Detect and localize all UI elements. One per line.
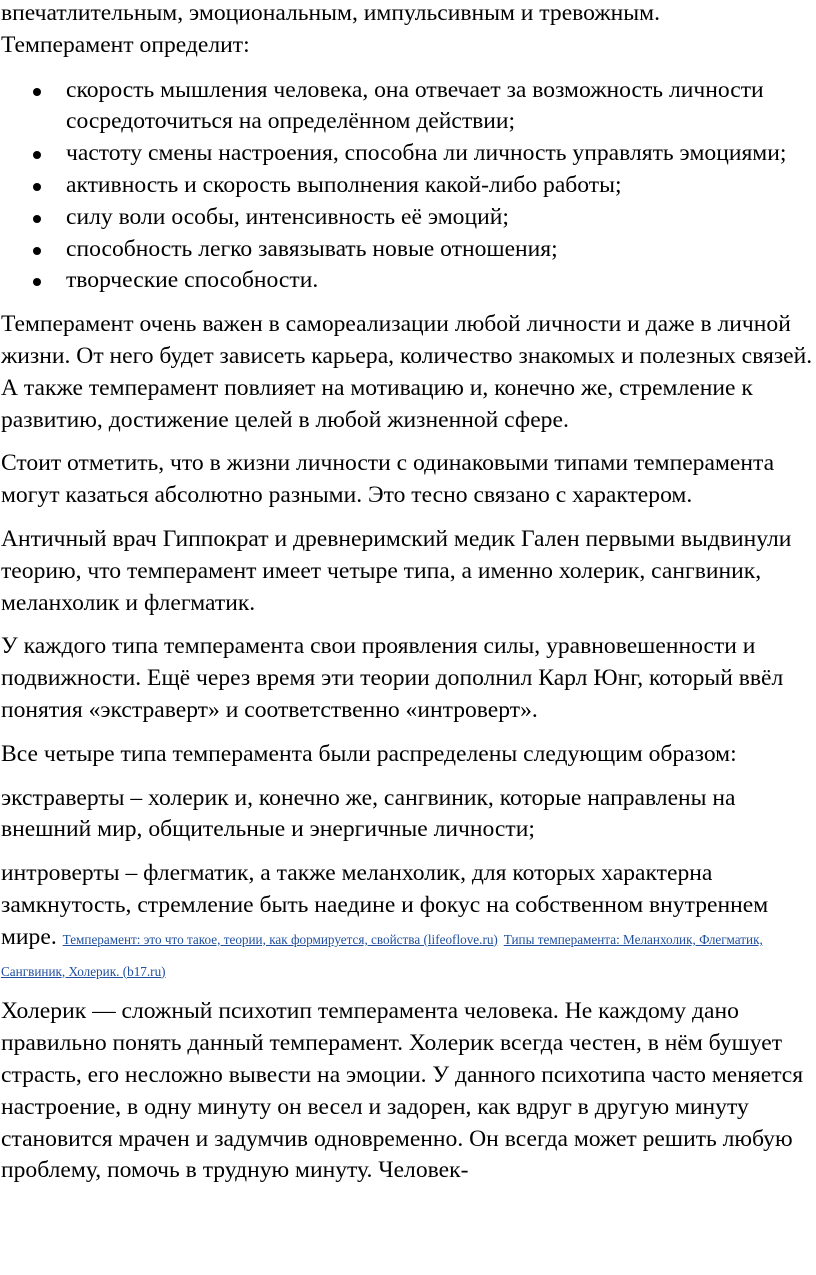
intro-lead: Темперамент определит: (1, 31, 250, 58)
bullet-list (1, 75, 816, 298)
paragraph-hippocrates: Античный врач Гиппократ и древнеримский медик Гален первыми выдвинули теорию, что темперамент имеет четыре типа, а именно холерик, сангвиник, меланхолик и флегматик. (1, 525, 792, 616)
list-item-text: творческие способности. (66, 267, 319, 294)
bullet-icon (33, 151, 41, 159)
list-item (1, 138, 816, 170)
introverts-text: интроверты – флегматик, а также меланхолик, для которых характерна замкнутость, стремление быть наедине и фокус на собственном внутреннем мире. (1, 860, 769, 950)
list-item (1, 234, 816, 266)
list-item (1, 202, 816, 234)
paragraph-character: Стоит отметить, что в жизни личности с одинаковыми типами темперамента могут казаться абсолютно разными. Это тесно связано с характером. (1, 450, 775, 509)
paragraph-choleric: Холерик — сложный психотип темперамента человека. Не каждому дано правильно понять данный темперамент. Холерик всегда честен, в нём бушует страсть, его несложно вывести на эмоции. У данного психотипа часто меняется настроение, в одну минуту он весел и задорен, как вдруг в другую минуту становится мрачен и задумчив одновременно. Он всегда может решить любую проблему, помочь в трудную минуту. Человек- (1, 998, 804, 1184)
bullet-icon (33, 215, 41, 223)
paragraph-importance: Темперамент очень важен в самореализации любой личности и даже в личной жизни. От него будет зависеть карьера, количество знакомых и полезных связей. А также темперамент повлияет на мотивацию и, конечно же, стремление к развитию, достижение целей в любой жизненной сфере. (1, 311, 813, 433)
paragraph-distribution: Все четыре типа темперамента были распределены следующим образом: (1, 740, 737, 767)
paragraph-jung: У каждого типа темперамента свои проявления силы, уравновешенности и подвижности. Ещё через время эти теории дополнил Карл Юнг, который ввёл понятия «экстраверт» и соответственно «интроверт». (1, 633, 784, 723)
bullet-icon (33, 88, 41, 96)
paragraph-extraverts: экстраверты – холерик и, конечно же, сангвиник, которые направлены на внешний мир, общительные и энергичные личности; (1, 784, 736, 843)
list-item (1, 170, 816, 202)
source-link-lifeoflove[interactable]: Темперамент: это что такое, теории, как формируется, свойства (lifeoflove.ru) (62, 931, 498, 947)
list-item-text: скорость мышления человека, она отвечает за возможность личности сосредоточиться на определённом действии; (66, 76, 764, 135)
bullet-icon (33, 247, 41, 255)
list-item (1, 265, 816, 297)
list-item-text: частоту смены настроения, способна ли личность управлять эмоциями; (66, 140, 787, 167)
list-item-text: способность легко завязывать новые отношения; (66, 235, 558, 262)
list-item-text: силу воли особы, интенсивность её эмоций; (66, 203, 509, 230)
list-item (1, 75, 816, 139)
bullet-icon (33, 183, 41, 191)
source-link-b17[interactable]: Типы темперамента: Меланхолик, Флегматик, Сангвиник, Холерик. (b17.ru) (1, 931, 763, 979)
paragraph-introverts (1, 858, 816, 985)
list-item-text: активность и скорость выполнения какой-либо работы; (66, 171, 622, 198)
intro-line: впечатлительным, эмоциональным, импульсивным и тревожным. (1, 0, 660, 26)
bullet-icon (33, 278, 41, 286)
